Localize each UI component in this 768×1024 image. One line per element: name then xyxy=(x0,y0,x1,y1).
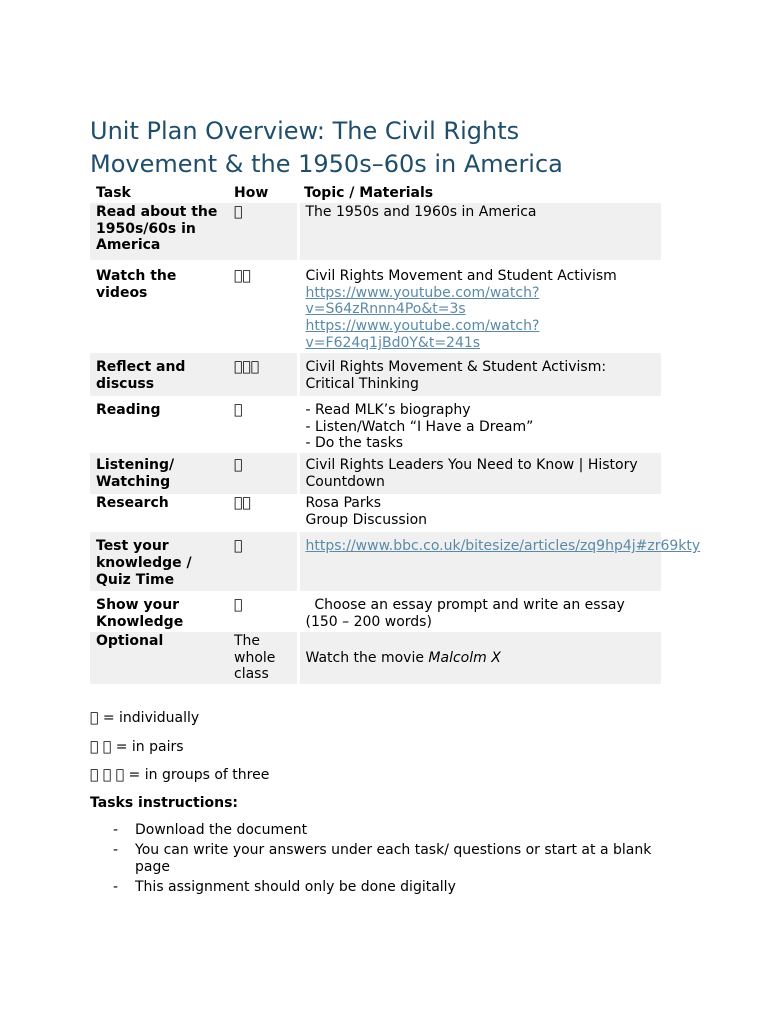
task-cell: Show your Knowledge xyxy=(96,597,184,630)
task-cell: Read about the 1950s/60s in America xyxy=(90,203,228,260)
how-cell: 􏰀 xyxy=(228,203,298,260)
table-row xyxy=(90,532,661,591)
table-row xyxy=(90,591,661,632)
how-cell: 􏰀 xyxy=(228,453,298,494)
task-cell: Research xyxy=(96,495,169,512)
how-cell: 􏰀􏰀 xyxy=(228,494,298,532)
topic-text: Civil Rights Movement and Student Activism xyxy=(305,267,617,284)
topic-cell xyxy=(298,260,661,353)
table-row xyxy=(90,260,661,353)
task-cell: Listening/ Watching xyxy=(90,453,228,494)
topic-text: Watch the movie xyxy=(305,649,429,666)
task-cell: Optional xyxy=(90,632,228,684)
topic-cell xyxy=(298,494,661,532)
topic-text: The 1950s and 1960s in America xyxy=(305,203,537,220)
topic-text: - Read MLK’s biography xyxy=(305,401,471,418)
how-cell: 􏰀 xyxy=(228,591,298,632)
table-row xyxy=(90,632,661,684)
topic-text: Group Discussion xyxy=(305,511,428,528)
header-topic: Topic / Materials xyxy=(304,185,434,201)
instructions-list xyxy=(90,822,660,899)
topic-text: Civil Rights Leaders You Need to Know | History Countdown xyxy=(305,457,638,490)
header-how: How xyxy=(234,185,269,201)
list-item: - This assignment should only be done digitally xyxy=(113,879,456,895)
title-line-1: Unit Plan Overview: The Civil Rights xyxy=(90,117,520,145)
table-row xyxy=(90,453,661,494)
topic-text: Civil Rights Movement & Student Activism: Critical Thinking xyxy=(305,358,607,392)
topic-text: - Listen/Watch “I Have a Dream” xyxy=(305,418,534,435)
legend-pairs: 􏰀 􏰀 = in pairs xyxy=(90,739,184,755)
task-cell: Reflect and discuss xyxy=(90,353,228,396)
bbc-bitesize-link[interactable]: https://www.bbc.co.uk/bitesize/articles/zq9hp4j#zr69kty xyxy=(305,538,701,555)
how-cell: 􏰀 xyxy=(228,396,298,453)
topic-cell xyxy=(298,632,661,684)
how-cell: The whole class xyxy=(228,632,298,684)
topic-cell xyxy=(298,453,661,494)
topic-text: Rosa Parks xyxy=(305,495,382,512)
instruction-text: Download the document xyxy=(135,822,308,838)
table-row xyxy=(90,396,661,453)
table-row xyxy=(90,494,661,532)
topic-cell xyxy=(298,532,701,591)
topic-cell xyxy=(298,353,661,396)
task-cell: Watch the videos xyxy=(96,267,177,301)
table-row xyxy=(90,353,661,396)
movie-title: Malcolm X xyxy=(428,649,501,666)
how-cell: 􏰀􏰀 xyxy=(228,260,298,353)
unit-plan-table xyxy=(90,184,701,684)
list-item: - Download the document xyxy=(113,822,308,838)
legend-individually: 􏰀 = individually xyxy=(90,710,200,726)
task-cell: Reading xyxy=(96,401,161,418)
topic-cell xyxy=(298,203,661,260)
title-line-2: Movement & the 1950s–60s in America xyxy=(90,150,563,178)
youtube-link-1[interactable]: https://www.youtube.com/watch?v=S64zRnnn4Po&t=3s xyxy=(305,284,540,318)
header-task: Task xyxy=(96,185,131,201)
instruction-text: You can write your answers under each task/ questions or start at a blank page xyxy=(135,842,652,875)
how-cell: 􏰀 xyxy=(228,532,298,591)
task-cell: Test your knowledge / Quiz Time xyxy=(90,532,228,591)
topic-text: Choose an essay prompt and write an essay (150 – 200 words) xyxy=(305,597,630,630)
topic-text: - Do the tasks xyxy=(305,435,403,452)
topic-cell xyxy=(298,591,661,632)
page-title xyxy=(90,115,690,181)
instruction-text: This assignment should only be done digitally xyxy=(135,879,456,895)
list-item: - You can write your answers under each task/ questions or start at a blank page xyxy=(113,842,652,875)
legend-groups: 􏰀 􏰀 􏰀 = in groups of three xyxy=(90,767,270,783)
how-cell: 􏰀􏰀􏰀 xyxy=(228,353,298,396)
instructions-heading: Tasks instructions: xyxy=(90,795,239,811)
youtube-link-2[interactable]: https://www.youtube.com/watch?v=F624q1jBd0Y&t=241s xyxy=(305,318,540,351)
table-header-row xyxy=(90,184,661,203)
topic-cell xyxy=(298,396,661,453)
table-row xyxy=(90,203,661,260)
